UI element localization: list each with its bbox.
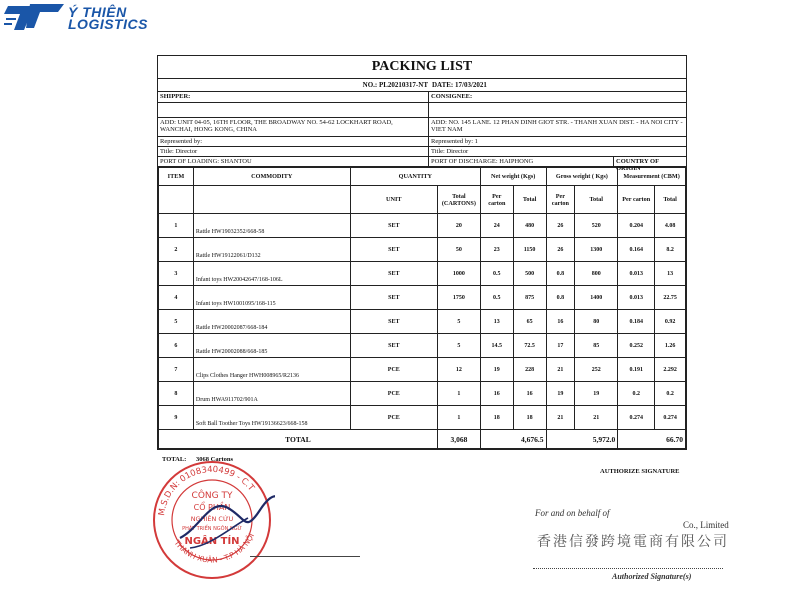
row-meas-per-carton: 0.252: [618, 334, 655, 358]
table-row: [159, 406, 686, 430]
company-logo: [4, 2, 174, 36]
row-net-per-carton: 18: [480, 406, 513, 430]
ports-row: [158, 157, 686, 172]
consignee-label: CONSIGNEE:: [431, 93, 473, 100]
row-net-per-carton: 24: [480, 214, 513, 238]
row-meas-total: 0.92: [655, 310, 686, 334]
row-unit: SET: [350, 334, 437, 358]
table-row: [159, 238, 686, 262]
row-cartons: 1: [437, 406, 480, 430]
row-gross-total: 21: [575, 406, 618, 430]
row-gross-per-carton: 19: [546, 382, 575, 406]
port-of-discharge: PORT OF DISCHARGE: HAIPHONG: [431, 158, 534, 165]
row-item: 6: [159, 334, 194, 358]
row-unit: PCE: [350, 382, 437, 406]
subheader-gross-total: Total: [575, 186, 618, 214]
row-meas-per-carton: 0.2: [618, 382, 655, 406]
stamp-line3: NGHIÊN CỨU: [190, 515, 234, 523]
address-row: [158, 118, 686, 137]
row-meas-total: 22.75: [655, 286, 686, 310]
logo-line2: LOGISTICS: [68, 16, 148, 32]
shipper-represented: Represented by:: [158, 137, 429, 146]
table-row: [159, 334, 686, 358]
co-limited-text: Co., Limited: [683, 520, 729, 530]
behalf-text: For and on behalf of: [535, 508, 610, 518]
logo-line1: Ý THIÊN: [68, 4, 127, 20]
row-gross-per-carton: 26: [546, 238, 575, 262]
subheader-net-total: Total: [513, 186, 546, 214]
doc-date: DATE: 17/03/2021: [432, 81, 487, 89]
row-commodity: Soft Ball Toother Toys HW19136623/668-158: [193, 406, 350, 430]
subheader-commodity-blank: [193, 186, 350, 214]
row-item: 8: [159, 382, 194, 406]
row-cartons: 12: [437, 358, 480, 382]
signature-dotted-line: [533, 568, 723, 569]
row-meas-per-carton: 0.274: [618, 406, 655, 430]
row-cartons: 1: [437, 382, 480, 406]
row-gross-total: 1400: [575, 286, 618, 310]
header-quantity: QUANTITY: [350, 168, 480, 186]
party-labels: [158, 92, 686, 103]
port-of-loading: PORT OF LOADING: SHANTOU: [158, 157, 429, 166]
row-cartons: 20: [437, 214, 480, 238]
row-commodity: Infant toys HW1001095/168-115: [193, 286, 350, 310]
row-gross-total: 252: [575, 358, 618, 382]
subheader-net-per-carton: Per carton: [480, 186, 513, 214]
row-item: 2: [159, 238, 194, 262]
shipper-title: Title: Director: [158, 147, 429, 156]
table-row: [159, 286, 686, 310]
row-meas-per-carton: 0.184: [618, 310, 655, 334]
shipper-address: ADD: UNIT 04-05, 16TH FLOOR, THE BROADWAY NO. 54-62 LOCKHART ROAD, WANCHAI, HONG KONG, CHINA: [158, 118, 429, 136]
consignee-blank: [429, 103, 686, 117]
logo-mark-icon: [4, 2, 66, 34]
row-net-total: 875: [513, 286, 546, 310]
row-cartons: 1000: [437, 262, 480, 286]
page-title: PACKING LIST: [158, 56, 686, 79]
row-meas-total: 2.292: [655, 358, 686, 382]
title-row: [158, 147, 686, 157]
row-net-per-carton: 19: [480, 358, 513, 382]
row-gross-per-carton: 26: [546, 214, 575, 238]
row-net-per-carton: 0.5: [480, 262, 513, 286]
row-commodity: Drum HWA911702/901A: [193, 382, 350, 406]
row-gross-total: 800: [575, 262, 618, 286]
doc-number: NO.: PL20210317-NT: [362, 81, 428, 89]
table-total-row: [159, 430, 686, 449]
row-unit: SET: [350, 262, 437, 286]
consignee-address: ADD: NO. 145 LANE. 12 PHAN DINH GIOT STR. - THANH XUAN DIST. - HA NOI CITY - VIET NAM: [431, 119, 683, 133]
header-gross-weight: Gross weight ( Kgs): [546, 168, 618, 186]
row-net-total: 480: [513, 214, 546, 238]
row-meas-total: 0.274: [655, 406, 686, 430]
row-commodity: Rattle HW19122061/D132: [193, 238, 350, 262]
row-gross-total: 520: [575, 214, 618, 238]
row-commodity: Rattle HW20002088/668-185: [193, 334, 350, 358]
shipper-blank: [158, 103, 429, 117]
row-meas-per-carton: 0.013: [618, 262, 655, 286]
table-row: [159, 214, 686, 238]
row-commodity: Clips Clothes Hanger HWH008965/R2136: [193, 358, 350, 382]
row-unit: PCE: [350, 406, 437, 430]
row-meas-per-carton: 0.164: [618, 238, 655, 262]
row-gross-total: 1300: [575, 238, 618, 262]
table-subheader-row: [159, 186, 686, 214]
row-cartons: 5: [437, 310, 480, 334]
header-commodity: COMMODITY: [193, 168, 350, 186]
total-label: TOTAL: [159, 430, 438, 449]
discharge-cell: [429, 157, 686, 172]
stamp-line4: PHÁT TRIỂN NGÔN NGỮ: [182, 526, 242, 532]
table-row: [159, 262, 686, 286]
row-meas-per-carton: 0.013: [618, 286, 655, 310]
subheader-item-blank: [159, 186, 194, 214]
row-unit: SET: [350, 238, 437, 262]
footer-total-label: TOTAL:: [162, 456, 187, 463]
total-gross-weight: 5,972.0: [546, 430, 618, 449]
subheader-unit: UNIT: [350, 186, 437, 214]
subheader-meas-total: Total: [655, 186, 686, 214]
row-net-total: 18: [513, 406, 546, 430]
signature-line: [250, 556, 360, 557]
row-net-per-carton: 23: [480, 238, 513, 262]
row-net-per-carton: 0.5: [480, 286, 513, 310]
row-meas-per-carton: 0.204: [618, 214, 655, 238]
company-stamp: [150, 458, 275, 583]
subheader-gross-per-carton: Per carton: [546, 186, 575, 214]
row-meas-total: 1.26: [655, 334, 686, 358]
subheader-total-cartons: Total (CARTONS): [437, 186, 480, 214]
row-gross-per-carton: 0.8: [546, 262, 575, 286]
stamp-line5: NGÂN TÍN: [184, 536, 240, 547]
row-net-per-carton: 16: [480, 382, 513, 406]
row-meas-total: 13: [655, 262, 686, 286]
row-gross-per-carton: 21: [546, 406, 575, 430]
total-cartons: 3,068: [437, 430, 480, 449]
total-net-weight: 4,676.5: [480, 430, 546, 449]
row-cartons: 1750: [437, 286, 480, 310]
row-item: 7: [159, 358, 194, 382]
row-commodity: Rattle HW20002087/668-184: [193, 310, 350, 334]
consignee-title: Title: Director: [431, 148, 469, 155]
row-net-per-carton: 13: [480, 310, 513, 334]
row-unit: PCE: [350, 358, 437, 382]
row-item: 1: [159, 214, 194, 238]
stamp-ring-text: M.S.D.N: 0108340499 - C.T: [157, 464, 256, 517]
row-gross-per-carton: 0.8: [546, 286, 575, 310]
row-net-total: 228: [513, 358, 546, 382]
table-row: [159, 358, 686, 382]
row-item: 4: [159, 286, 194, 310]
consignee-represented: Represented by: 1: [431, 138, 478, 145]
row-gross-total: 80: [575, 310, 618, 334]
stamp-line2: CỔ PHẦN: [193, 503, 231, 512]
company-name-cjk: 香港信發跨境電商有限公司: [537, 534, 729, 550]
row-unit: SET: [350, 310, 437, 334]
row-commodity: Infant toys HW20042647/168-106L: [193, 262, 350, 286]
row-net-per-carton: 14.5: [480, 334, 513, 358]
represented-row: [158, 137, 686, 147]
row-net-total: 65: [513, 310, 546, 334]
row-cartons: 5: [437, 334, 480, 358]
table-row: [159, 310, 686, 334]
table-row: [159, 382, 686, 406]
row-net-total: 72.5: [513, 334, 546, 358]
row-item: 5: [159, 310, 194, 334]
row-net-total: 500: [513, 262, 546, 286]
row-gross-per-carton: 17: [546, 334, 575, 358]
row-net-total: 16: [513, 382, 546, 406]
row-gross-per-carton: 21: [546, 358, 575, 382]
row-gross-total: 85: [575, 334, 618, 358]
country-of-origin: COUNTRY OF ORIGIN: [613, 157, 686, 166]
authorized-signature-label: Authorized Signature(s): [612, 572, 692, 581]
header-measurement: Measurement (CBM): [618, 168, 686, 186]
row-commodity: Rattle HW19032352/668-58: [193, 214, 350, 238]
row-unit: SET: [350, 286, 437, 310]
doc-number-line: [158, 79, 686, 92]
items-table: [158, 167, 686, 449]
row-meas-total: 0.2: [655, 382, 686, 406]
packing-list-sheet: [157, 55, 687, 450]
row-meas-total: 4.08: [655, 214, 686, 238]
row-meas-total: 8.2: [655, 238, 686, 262]
party-blank-row: [158, 103, 686, 118]
stamp-line1: CÔNG TY: [191, 491, 233, 501]
row-unit: SET: [350, 214, 437, 238]
row-item: 3: [159, 262, 194, 286]
row-item: 9: [159, 406, 194, 430]
footer-total-value: 3068 Cartons: [196, 456, 234, 463]
row-gross-total: 19: [575, 382, 618, 406]
row-net-total: 1150: [513, 238, 546, 262]
shipper-label: SHIPPER:: [158, 92, 429, 102]
authorize-signature-label: AUTHORIZE SIGNATURE: [600, 468, 680, 475]
row-gross-per-carton: 16: [546, 310, 575, 334]
total-measurement: 66.70: [618, 430, 686, 449]
table-header-row: [159, 168, 686, 186]
row-cartons: 50: [437, 238, 480, 262]
header-net-weight: Net weight (Kgs): [480, 168, 546, 186]
header-item: ITEM: [159, 168, 194, 186]
row-meas-per-carton: 0.191: [618, 358, 655, 382]
subheader-meas-per-carton: Per carton: [618, 186, 655, 214]
stamp-bottom-text: THANH XUÂN - T.P HÀ NỘI: [172, 531, 257, 565]
